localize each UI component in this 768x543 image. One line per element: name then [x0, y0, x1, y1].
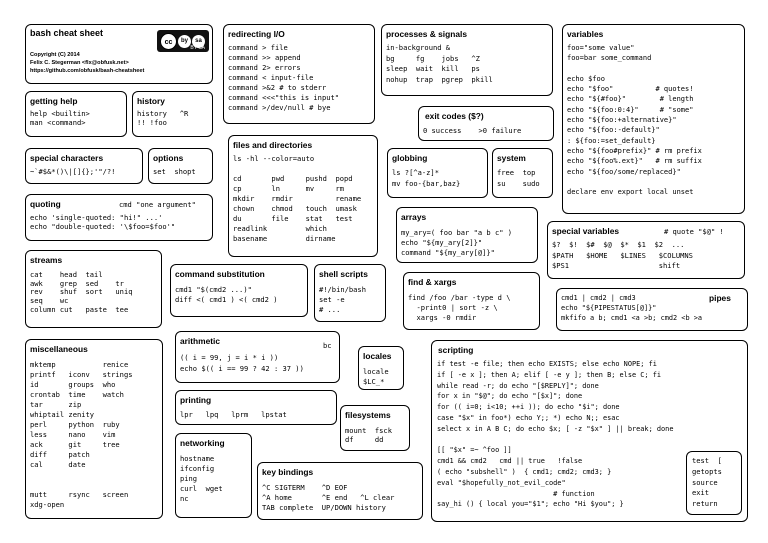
special-variables-code: $? $! $# $@ $* $1 $2 ... $PATH $HOME $LINES $COLUMNS $PS1 shift: [552, 240, 693, 270]
streams-box: [25, 250, 162, 328]
special-characters-code: ~`#$&*()\|[]{};'"/?!: [30, 167, 116, 176]
globbing-title: globbing: [392, 153, 428, 163]
locales-title: locales: [363, 351, 392, 361]
by-icon: by: [178, 35, 191, 48]
pipes-box: [556, 288, 748, 331]
quoting-box: [25, 194, 213, 241]
printing-box: [175, 390, 337, 425]
special-characters-title: special characters: [30, 153, 104, 163]
variables-title: variables: [567, 29, 604, 39]
special-variables-aside: # quote "$@" !: [664, 227, 724, 236]
builtins-box: [686, 451, 742, 515]
networking-code: hostname ifconfig ping curl wget nc: [180, 454, 223, 503]
shell-scripts-title: shell scripts: [319, 269, 368, 279]
miscellaneous-box: [25, 339, 163, 519]
license-badge: [157, 30, 209, 52]
arithmetic-title: arithmetic: [180, 336, 221, 346]
quoting-code: echo 'single-quoted: "hi!" ...' echo "double-quoted: '\$foo=$foo'": [30, 213, 176, 231]
filesystems-title: filesystems: [345, 410, 391, 420]
streams-title: streams: [30, 255, 63, 265]
shell-scripts-box: [314, 264, 386, 322]
arrays-box: [396, 207, 538, 263]
command-substitution-box: [170, 264, 308, 317]
locales-code: locale $LC_*: [363, 367, 389, 386]
key-bindings-box: [257, 462, 423, 520]
filesystems-code: mount fsck df dd: [345, 426, 392, 444]
command-substitution-code: cmd1 "$(cmd2 ...)" diff <( cmd1 ) <( cmd2 ): [175, 285, 278, 304]
sa-icon: sa: [192, 35, 205, 48]
history-title: history: [137, 96, 165, 106]
getting-help-box: [25, 91, 127, 137]
cc-icon: cc: [160, 33, 177, 50]
getting-help-title: getting help: [30, 96, 78, 106]
license-short: BY SA: [190, 45, 205, 51]
exit-codes-title: exit codes ($?): [425, 111, 484, 121]
filesystems-box: [340, 405, 410, 451]
options-code: set shopt: [153, 167, 196, 176]
getting-help-code: help <builtin> man <command>: [30, 109, 90, 127]
system-box: [492, 148, 553, 198]
url-link[interactable]: https://github.com/obfusk/bash-cheatsheet: [30, 68, 145, 74]
quoting-aside: cmd "one argument": [119, 200, 196, 209]
shell-scripts-code: #!/bin/bash set -e # ...: [319, 285, 366, 314]
system-title: system: [497, 153, 526, 163]
globbing-box: [387, 148, 488, 198]
miscellaneous-title: miscellaneous: [30, 344, 88, 354]
variables-code: foo="some value" foo=bar some_command echo $foo echo "$foo" # quotes! echo "${#foo}" # length echo "${foo:0:4}" # "some" echo "${foo:+alternative}" echo "${foo:-default}" : ${foo:=set_default} echo "${foo#prefix}" # rm prefix echo "${foo%.ext}" # rm suffix echo "${foo/some/replaced}" declare env export local unset: [567, 44, 702, 197]
files-and-directories-box: [228, 135, 378, 257]
arithmetic-box: [175, 331, 340, 383]
redirecting-io-title: redirecting I/O: [228, 29, 285, 39]
arithmetic-code: (( i = 99, j = i * i )) echo $(( i == 99 ? 42 : 37 )): [180, 353, 304, 373]
exit-codes-code: 0 success >0 failure: [423, 126, 522, 135]
printing-title: printing: [180, 395, 212, 405]
locales-box: [358, 346, 404, 390]
options-box: [148, 148, 213, 184]
arrays-code: my_ary=( foo bar "a b c" ) echo "${my_ary[2]}" command "${my_ary[@]}": [401, 228, 513, 257]
redirecting-io-code: command > file command >> append command 2> errors command < input-file command >&2 # to stderr command <<<"this is input" command >/dev/null # bye: [228, 43, 340, 112]
processes-signals-box: [381, 24, 553, 96]
scripting-code: if test -e file; then echo EXISTS; else echo NOPE; fi if [ -e x ]; then A; elif [ -e y ]; then B; else C; fi while read -r; do echo "[$REPLY]"; done for x in "$@"; do echo "[$x]"; done for (( i=0; i<10; ++i )); do echo "$i"; done case "$x" in foo*) echo Y;; *) echo N;; esac select x in A B C; do echo $x; [ -z "$x" ] || break; done [[ "$x" =~ ^foo ]] cmd1 && cmd2 cmd || true !false ( echo "subshell" ) { cmd1; cmd2; cmd3; } eval "$hopefully_not_evil_code" # function say_hi () { local you="$1"; echo "Hi $you"; }: [437, 360, 674, 509]
streams-code: cat head tail awk grep sed tr rev shuf sort uniq seq wc column cut paste tee: [30, 270, 133, 314]
page-title: bash cheat sheet: [30, 28, 104, 38]
system-code: free top su sudo: [497, 168, 540, 188]
processes-signals-title: processes & signals: [386, 29, 467, 39]
files-and-directories-title: files and directories: [233, 140, 313, 150]
header-box: [25, 24, 213, 84]
files-and-directories-code: ls -hl --color=auto cd pwd pushd popd cp ln mv rm mkdir rmdir rename chown chmod touch umask du file stat test readlink which basename dirname: [233, 154, 362, 243]
special-characters-box: [25, 148, 143, 184]
arrays-title: arrays: [401, 212, 427, 222]
pipes-code: cmd1 | cmd2 | cmd3 echo "${PIPESTATUS[@]}" mkfifo a b; cmd1 <a >b; cmd2 <b >a: [561, 294, 703, 322]
quoting-title: quoting: [30, 199, 61, 209]
special-variables-title: special variables: [552, 226, 620, 236]
author-text: Felix C. Stegerman <flx@obfusk.net>: [30, 60, 129, 66]
special-variables-box: [547, 221, 745, 279]
key-bindings-code: ^C SIGTERM ^D EOF ^A home ^E end ^L clear TAB complete UP/DOWN history: [262, 483, 395, 512]
processes-signals-code: in-background & bg fg jobs ^Z sleep wait kill ps nohup trap pgrep pkill: [386, 43, 493, 84]
history-code: history ^R !! !foo: [137, 109, 189, 127]
redirecting-io-box: [223, 24, 375, 124]
scripting-title: scripting: [438, 345, 474, 355]
networking-box: [175, 433, 252, 518]
find-xargs-code: find /foo /bar -type d \ -print0 | sort -z \ xargs -0 rmdir: [408, 293, 511, 322]
options-title: options: [153, 153, 184, 163]
builtins-code: test [ getopts source exit return: [692, 456, 722, 509]
miscellaneous-code: mktemp renice printf iconv strings id groups who crontab time watch tar zip whiptail zenity perl python ruby less nano vim ack git tree diff patch cal date mutt rsync screen xdg-open: [30, 360, 133, 509]
arithmetic-aside: bc: [323, 341, 332, 350]
command-substitution-title: command substitution: [175, 269, 265, 279]
printing-code: lpr lpq lprm lpstat: [180, 410, 287, 419]
scripting-box: [431, 340, 748, 522]
find-xargs-box: [403, 272, 540, 330]
pipes-title: pipes: [709, 293, 731, 303]
variables-box: [562, 24, 745, 214]
globbing-code: ls ?[^a-z]* mv foo-{bar,baz}: [392, 168, 461, 188]
find-xargs-title: find & xargs: [408, 277, 457, 287]
copyright-text: Copyright (C) 2014: [30, 52, 80, 58]
networking-title: networking: [180, 438, 225, 448]
key-bindings-title: key bindings: [262, 467, 314, 477]
history-box: [132, 91, 213, 137]
exit-codes-box: [418, 106, 554, 141]
